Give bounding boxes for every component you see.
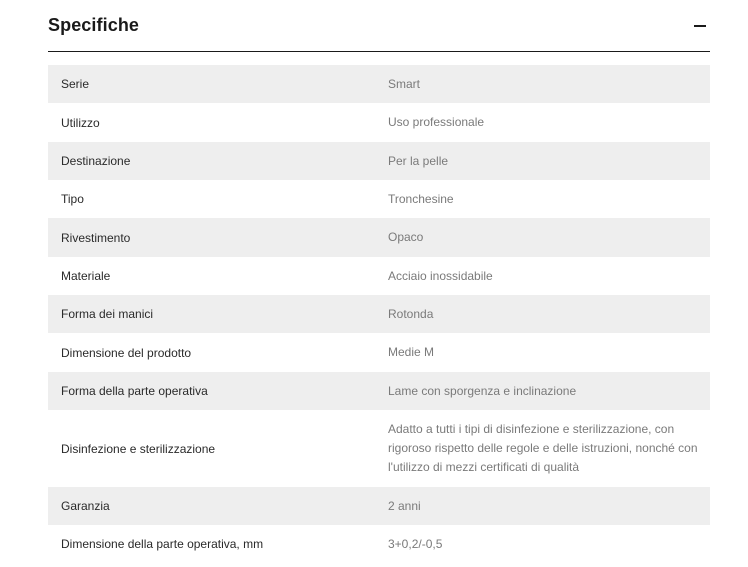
spec-value: Acciaio inossidabile [388, 268, 493, 283]
spec-value: Per la pelle [388, 153, 449, 168]
spec-label: Garanzia [61, 499, 110, 513]
collapse-toggle[interactable] [690, 16, 710, 36]
specifications-table [48, 65, 710, 563]
spec-row [48, 218, 710, 257]
spec-value: Uso professionale [388, 115, 485, 129]
spec-label: Utilizzo [61, 115, 100, 130]
spec-row [48, 525, 710, 563]
spec-row [48, 103, 710, 142]
spec-label: Tipo [61, 192, 84, 206]
spec-row [48, 410, 710, 487]
spec-row [48, 295, 710, 333]
spec-label: Forma dei manici [61, 307, 154, 321]
spec-label: Rivestimento [61, 230, 131, 245]
spec-value: Medie M [388, 345, 435, 359]
spec-label: Dimensione della parte operativa, mm [61, 537, 264, 551]
spec-value: Smart [388, 76, 421, 91]
spec-label: Destinazione [61, 154, 131, 168]
spec-label: Forma della parte operativa [61, 384, 208, 398]
spec-value: Lame con sporgenza e inclinazione [388, 383, 577, 398]
spec-value: 3+0,2/-0,5 [388, 536, 443, 551]
spec-value: Opaco [388, 230, 424, 244]
spec-row [48, 487, 710, 525]
section-title: Specifiche [48, 15, 140, 35]
spec-row [48, 372, 710, 410]
specifications-panel [48, 0, 710, 563]
spec-value: 2 anni [388, 498, 421, 513]
spec-row [48, 257, 710, 295]
section-header[interactable] [48, 0, 710, 52]
spec-row [48, 142, 710, 180]
spec-value: Adatto a tutti i tipi di disinfezione e sterilizzazione, con rigoroso rispetto delle regole e delle istruzioni, nonché con l'utilizzo di mezzi certificati di qualità [388, 422, 698, 474]
minus-icon [694, 25, 706, 27]
spec-label: Dimensione del prodotto [61, 345, 192, 360]
spec-value: Tronchesine [388, 191, 454, 206]
spec-row [48, 333, 710, 372]
spec-row [48, 180, 710, 218]
spec-label: Materiale [61, 269, 111, 283]
spec-label: Serie [61, 77, 90, 91]
spec-value: Rotonda [388, 306, 434, 321]
spec-label: Disinfezione e sterilizzazione [61, 441, 216, 456]
spec-row [48, 65, 710, 103]
